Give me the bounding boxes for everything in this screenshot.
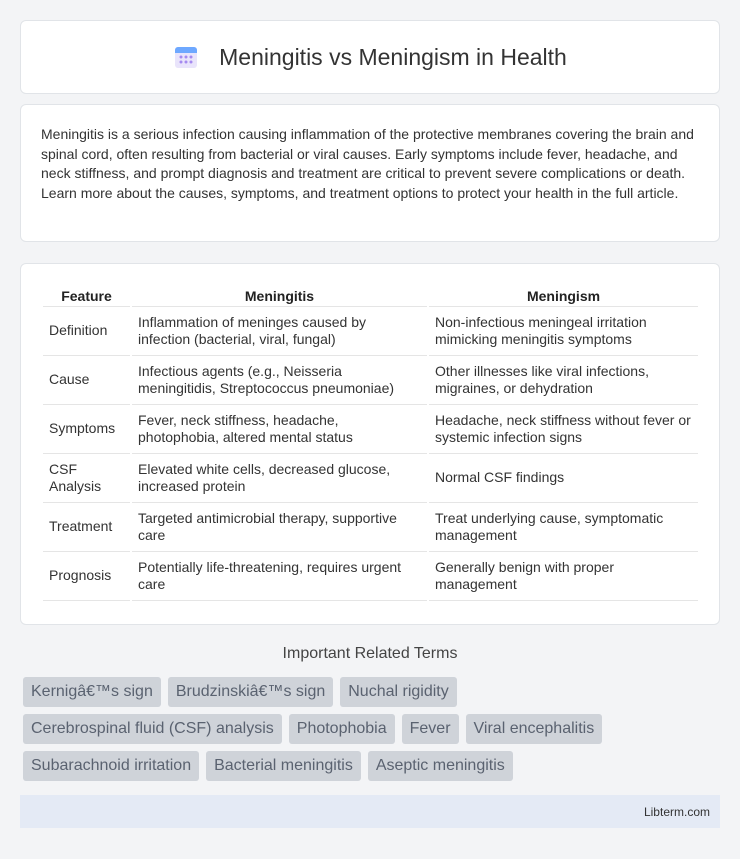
cell-feature: Cause (43, 356, 131, 405)
header-feature: Feature (43, 284, 131, 307)
cell-meningism: Headache, neck stiffness without fever or systemic infection signs (428, 405, 698, 454)
table-row (43, 307, 698, 356)
table-row (43, 552, 698, 601)
intro-card (20, 104, 720, 242)
intro-text: Meningitis is a serious infection causing inflammation of the protective membranes covering the brain and spinal cord, often resulting from bacterial or viral causes. Early symptoms include fever, headache, and neck stiffness, and prompt diagnosis and treatment are critical to prevent severe complications or death. Learn more about the causes, symptoms, and treatment options to protect your health in the full article. (41, 126, 694, 201)
related-term-tag[interactable]: Brudzinskiâ€™s sign (168, 677, 333, 707)
table-row (43, 356, 698, 405)
page-title: Meningitis vs Meningism in Health (219, 43, 567, 70)
cell-feature: Prognosis (43, 552, 131, 601)
cell-feature: Definition (43, 307, 131, 356)
cell-meningitis: Inflammation of meninges caused by infection (bacterial, viral, fungal) (131, 307, 428, 356)
comparison-table-card (20, 263, 720, 625)
cell-meningism: Other illnesses like viral infections, migraines, or dehydration (428, 356, 698, 405)
table-header-row (43, 284, 698, 307)
cell-feature: Symptoms (43, 405, 131, 454)
related-term-tag[interactable]: Aseptic meningitis (368, 751, 513, 781)
cell-meningitis: Potentially life-threatening, requires urgent care (131, 552, 428, 601)
table-row (43, 454, 698, 503)
footer (20, 795, 720, 828)
footer-site-link[interactable]: Libterm.com (643, 804, 710, 819)
related-terms-list (23, 677, 723, 788)
related-term-tag[interactable]: Viral encephalitis (466, 714, 603, 744)
cell-feature: CSF Analysis (43, 454, 131, 503)
related-term-tag[interactable]: Nuchal rigidity (340, 677, 456, 707)
related-terms-title: Important Related Terms (282, 645, 458, 662)
header-meningitis: Meningitis (131, 284, 428, 307)
related-term-tag[interactable]: Subarachnoid irritation (23, 751, 199, 781)
related-term-tag[interactable]: Kernigâ€™s sign (23, 677, 161, 707)
cell-meningism: Non-infectious meningeal irritation mimicking meningitis symptoms (428, 307, 698, 356)
cell-meningism: Treat underlying cause, symptomatic management (428, 503, 698, 552)
cell-meningitis: Fever, neck stiffness, headache, photophobia, altered mental status (131, 405, 428, 454)
comparison-table (43, 284, 698, 601)
cell-meningism: Generally benign with proper management (428, 552, 698, 601)
cell-meningitis: Elevated white cells, decreased glucose, increased protein (131, 454, 428, 503)
cell-meningism: Normal CSF findings (428, 454, 698, 503)
table-row (43, 405, 698, 454)
related-term-tag[interactable]: Cerebrospinal fluid (CSF) analysis (23, 714, 282, 744)
header-card (20, 20, 720, 94)
calendar-icon (173, 44, 199, 70)
related-term-tag[interactable]: Fever (402, 714, 459, 744)
table-row (43, 503, 698, 552)
header-meningism: Meningism (428, 284, 698, 307)
cell-meningitis: Infectious agents (e.g., Neisseria meningitidis, Streptococcus pneumoniae) (131, 356, 428, 405)
related-term-tag[interactable]: Photophobia (289, 714, 395, 744)
cell-feature: Treatment (43, 503, 131, 552)
related-term-tag[interactable]: Bacterial meningitis (206, 751, 361, 781)
cell-meningitis: Targeted antimicrobial therapy, supportive care (131, 503, 428, 552)
